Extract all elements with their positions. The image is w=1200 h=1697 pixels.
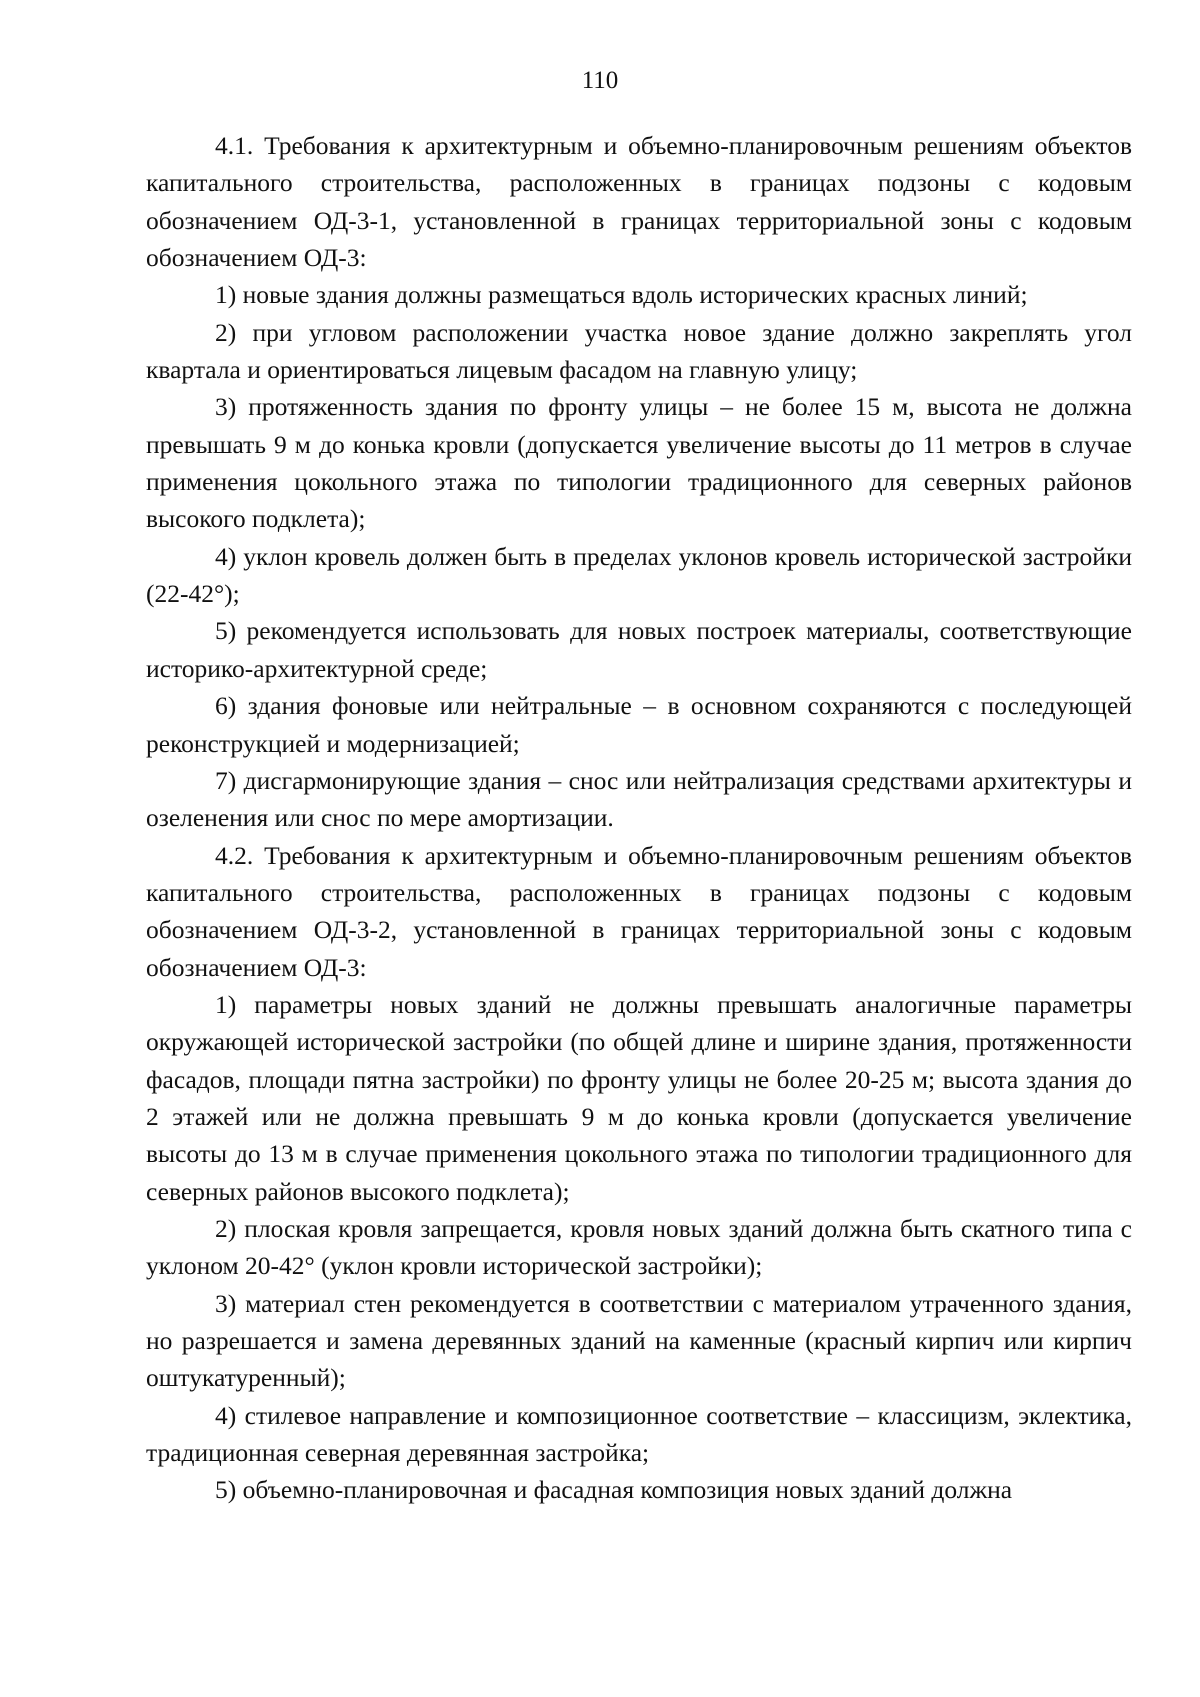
paragraph-4-2-item-2: 2) плоская кровля запрещается, кровля новых зданий должна быть скатного типа с уклоном 20-42° (уклон кровли исторической застройки); <box>146 1213 1132 1281</box>
paragraph-4-1-item-3: 3) протяженность здания по фронту улицы – не более 15 м, высота не должна превышать 9 м до конька кровли (допускается увеличение высоты до 11 метров в случае применения цокольного этажа по типологии традиционного для северных районов высокого подклета); <box>146 392 1132 534</box>
paragraph-4-1-intro: 4.1. Требования к архитектурным и объемно-планировочным решениям объектов капитального строительства, расположенных в границах подзоны с кодовым обозначением ОД-3-1, установленной в границах территориальной зоны с кодовым обозначением ОД-3: <box>146 131 1132 273</box>
paragraph-4-2-item-5: 5) объемно-планировочная и фасадная композиция новых зданий должна <box>215 1475 1013 1505</box>
paragraph-4-2-item-4: 4) стилевое направление и композиционное соответствие – классицизм, эклектика, традиционная северная деревянная застройка; <box>146 1400 1132 1468</box>
document-body <box>146 127 1132 1509</box>
paragraph-4-2-item-3: 3) материал стен рекомендуется в соответствии с материалом утраченного здания, но разрешается и замена деревянных зданий на каменные (красный кирпич или кирпич оштукатуренный); <box>146 1288 1132 1393</box>
paragraph-4-1-item-2: 2) при угловом расположении участка новое здание должно закреплять угол квартала и ориентироваться лицевым фасадом на главную улицу; <box>146 317 1132 385</box>
paragraph-4-2-intro: 4.2. Требования к архитектурным и объемно-планировочным решениям объектов капитального строительства, расположенных в границах подзоны с кодовым обозначением ОД-3-2, установленной в границах территориальной зоны с кодовым обозначением ОД-3: <box>146 840 1132 982</box>
page-number: 110 <box>581 67 619 94</box>
paragraph-4-1-item-5: 5) рекомендуется использовать для новых построек материалы, соответствующие историко-архитектурной среде; <box>146 616 1132 683</box>
paragraph-4-1-item-1: 1) новые здания должны размещаться вдоль исторических красных линий; <box>215 280 1028 310</box>
paragraph-4-2-item-1: 1) параметры новых зданий не должны превышать аналогичные параметры окружающей исторической застройки (по общей длине и ширине здания, протяженности фасадов, площади пятна застройки) по фронту улицы не более 20-25 м; высота здания до 2 этажей или не должна превышать 9 м до конька кровли (допускается увеличение высоты до 13 м в случае применения цокольного этажа по типологии традиционного для северных районов высокого подклета); <box>146 989 1132 1206</box>
paragraph-4-1-item-4: 4) уклон кровель должен быть в пределах уклонов кровель исторической застройки (22-42°); <box>146 541 1132 609</box>
paragraph-4-1-item-7: 7) дисгармонирующие здания – снос или нейтрализация средствами архитектуры и озеленения или снос по мере амортизации. <box>146 765 1132 833</box>
paragraph-4-1-item-6: 6) здания фоновые или нейтральные – в основном сохраняются с последующей реконструкцией и модернизацией; <box>146 691 1132 758</box>
